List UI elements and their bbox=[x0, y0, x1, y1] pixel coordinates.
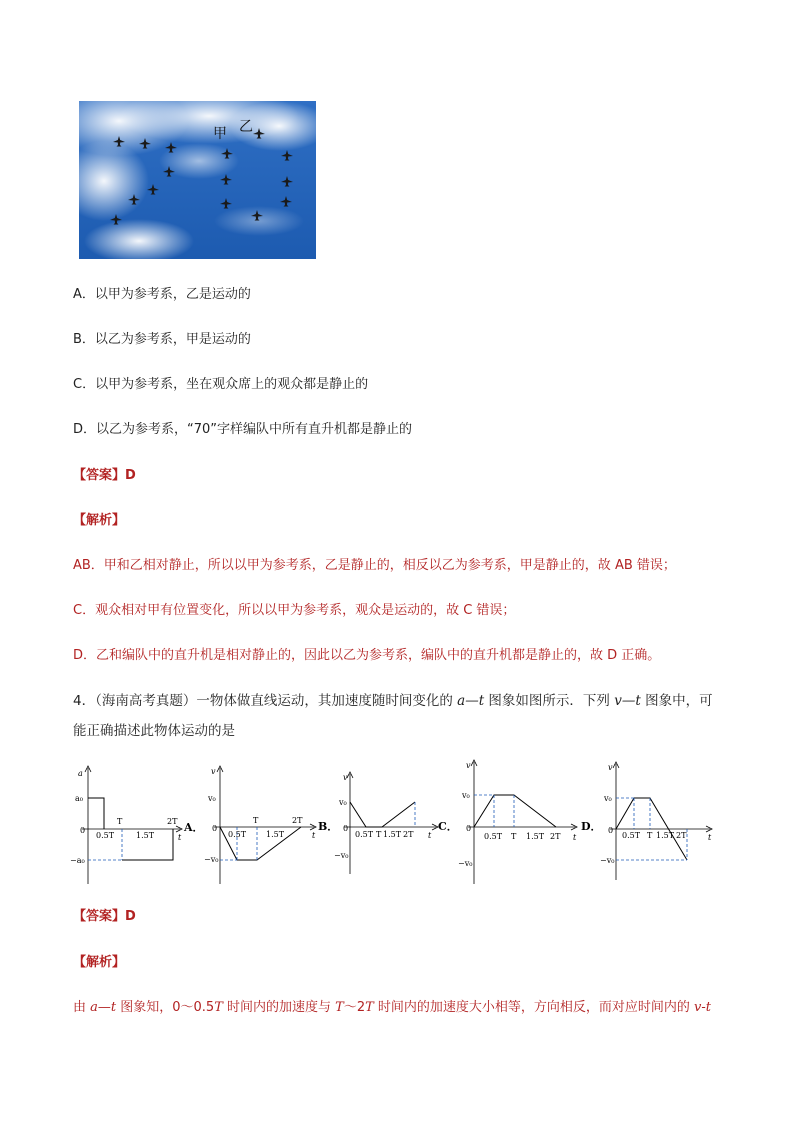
svg-text:C．: C． bbox=[438, 820, 458, 833]
answer-label-1: 【答案】D bbox=[73, 468, 136, 483]
svg-text:0: 0 bbox=[212, 824, 218, 833]
svg-text:0.5T: 0.5T bbox=[484, 832, 503, 841]
svg-text:2T: 2T bbox=[167, 817, 178, 826]
svg-text:1.5T: 1.5T bbox=[136, 831, 155, 840]
svg-text:T: T bbox=[117, 817, 123, 826]
label-jia: 甲 bbox=[213, 126, 227, 142]
svg-text:a: a bbox=[78, 769, 83, 778]
svg-text:T: T bbox=[511, 832, 517, 841]
option-a: A．以甲为参考系，乙是运动的 bbox=[73, 287, 251, 302]
svg-text:v: v bbox=[466, 761, 471, 770]
analysis-1-line-3: D．乙和编队中的直升机是相对静止的，因此以乙为参考系，编队中的直升机都是静止的，故 D 正确。 bbox=[73, 648, 661, 663]
svg-text:T: T bbox=[647, 831, 653, 840]
svg-text:0.5T: 0.5T bbox=[228, 830, 247, 839]
svg-text:v₀: v₀ bbox=[208, 794, 216, 803]
svg-text:T: T bbox=[253, 816, 259, 825]
analysis-1-line-2: C．观众相对甲有位置变化，所以以甲为参考系，观众是运动的，故 C 错误； bbox=[73, 603, 516, 618]
svg-text:T: T bbox=[376, 830, 382, 839]
answer-label-2: 【答案】D bbox=[73, 909, 136, 924]
svg-text:v: v bbox=[608, 763, 613, 772]
graph-option-d bbox=[610, 762, 712, 880]
analysis-title-2: 【解析】 bbox=[73, 955, 126, 970]
svg-text:v₀: v₀ bbox=[462, 791, 470, 800]
analysis-1-line-1: AB．甲和乙相对静止，所以以甲为参考系，乙是静止的，相反以乙为参考系，甲是静止的，故 AB 错误； bbox=[73, 558, 676, 573]
svg-text:0: 0 bbox=[80, 826, 86, 835]
svg-text:1.5T: 1.5T bbox=[266, 830, 285, 839]
svg-text:2T: 2T bbox=[676, 831, 687, 840]
graph-option-a bbox=[214, 766, 316, 884]
svg-text:v₀: v₀ bbox=[604, 794, 612, 803]
svg-text:a₀: a₀ bbox=[75, 794, 83, 803]
svg-text:v: v bbox=[211, 767, 216, 776]
svg-text:1.5T: 1.5T bbox=[656, 831, 675, 840]
svg-text:−v₀: −v₀ bbox=[600, 856, 615, 865]
svg-text:−v₀: −v₀ bbox=[204, 855, 219, 864]
label-yi: 乙 bbox=[239, 119, 253, 135]
analysis-2-line-1: 由 a—t 图象知，0～0.5T 时间内的加速度与 T～2T 时间内的加速度大小相等，方向相反，而对应时间内的 v-t bbox=[73, 1000, 711, 1015]
svg-text:2T: 2T bbox=[292, 816, 303, 825]
question-4-line-1: 4．（海南高考真题）一物体做直线运动，其加速度随时间变化的 a—t 图象如图所示．下列 v—t 图象中，可 bbox=[73, 693, 713, 709]
svg-text:2T: 2T bbox=[403, 830, 414, 839]
question-4-line-2: 能正确描述此物体运动的是 bbox=[73, 723, 235, 739]
svg-text:−v₀: −v₀ bbox=[334, 851, 349, 860]
svg-text:t: t bbox=[312, 831, 316, 840]
svg-text:0: 0 bbox=[343, 824, 349, 833]
formation-photo bbox=[79, 101, 316, 259]
svg-text:v₀: v₀ bbox=[339, 798, 347, 807]
svg-text:D．: D． bbox=[581, 820, 602, 833]
svg-text:2T: 2T bbox=[550, 832, 561, 841]
analysis-title-1: 【解析】 bbox=[73, 513, 126, 528]
graph-option-c bbox=[468, 760, 577, 884]
svg-text:0: 0 bbox=[608, 826, 614, 835]
svg-text:t: t bbox=[573, 833, 577, 842]
svg-text:0.5T: 0.5T bbox=[355, 830, 374, 839]
svg-text:1.5T: 1.5T bbox=[383, 830, 402, 839]
svg-text:v: v bbox=[343, 773, 348, 782]
svg-text:0: 0 bbox=[466, 824, 472, 833]
svg-text:−a₀: −a₀ bbox=[70, 856, 85, 865]
option-c: C．以甲为参考系，坐在观众席上的观众都是静止的 bbox=[73, 377, 369, 392]
svg-text:A．: A． bbox=[184, 821, 204, 834]
svg-text:t: t bbox=[428, 831, 432, 840]
svg-text:0.5T: 0.5T bbox=[622, 831, 641, 840]
svg-text:t: t bbox=[178, 833, 182, 842]
graph-option-b bbox=[344, 772, 438, 874]
option-b: B．以乙为参考系，甲是运动的 bbox=[73, 332, 251, 347]
svg-text:1.5T: 1.5T bbox=[526, 832, 545, 841]
option-d: D．以乙为参考系，“70”字样编队中所有直升机都是静止的 bbox=[73, 422, 413, 437]
svg-text:0.5T: 0.5T bbox=[96, 831, 115, 840]
svg-text:t: t bbox=[708, 833, 712, 842]
svg-text:−v₀: −v₀ bbox=[458, 859, 473, 868]
svg-text:B．: B． bbox=[318, 820, 339, 833]
graphs-row bbox=[70, 758, 730, 888]
